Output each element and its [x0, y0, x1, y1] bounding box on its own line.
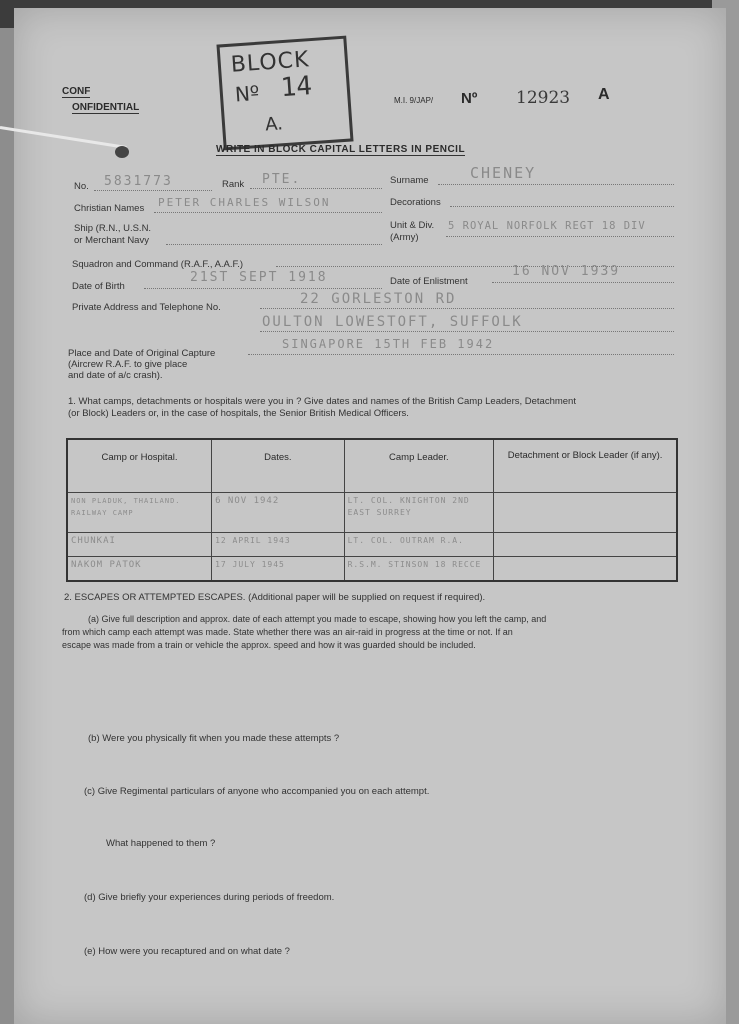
row3-camp: NAKOM PATOK: [71, 560, 142, 571]
row3-dates: 17 JULY 1945: [215, 560, 285, 570]
table-header-row: [67, 439, 677, 493]
stamp-block: BLOCK: [230, 47, 311, 78]
string-knot: [115, 146, 129, 158]
confidential-label: ONFIDENTIAL: [72, 102, 140, 113]
address-line1: 22 GORLESTON RD: [300, 291, 457, 307]
ship-label-1: Ship (R.N., U.S.N.: [74, 223, 152, 234]
table-row: [67, 533, 677, 557]
stamp-letter: A.: [264, 113, 284, 136]
decorations-label: Decorations: [390, 197, 441, 208]
dob-value: 21ST SEPT 1918: [190, 270, 328, 285]
camps-table: [66, 438, 678, 582]
row2-detachment: [494, 533, 676, 537]
enlistment-label: Date of Enlistment: [390, 276, 468, 287]
form-code: M.I. 9/JAP/: [394, 96, 434, 105]
address-line2: OULTON LOWESTOFT, SUFFOLK: [262, 314, 523, 330]
rank-label: Rank: [222, 179, 245, 190]
q2a-line2: from which camp each attempt was made. State whether there was an air-raid in progress at the time or not. If an: [62, 627, 513, 637]
header-camp: Camp or Hospital.: [67, 439, 212, 493]
stamp-number-label: Nº: [234, 80, 261, 107]
row2-camp: CHUNKAI: [71, 536, 116, 547]
rank-value: PTE.: [262, 172, 302, 187]
unit-label-2: (Army): [390, 232, 419, 243]
christian-names-value: PETER CHARLES WILSON: [158, 196, 331, 209]
q2c: (c) Give Regimental particulars of anyone who accompanied you on each attempt.: [84, 786, 430, 797]
block-stamp: [216, 36, 353, 151]
table-row: [67, 493, 677, 533]
capture-label-1: Place and Date of Original Capture: [68, 348, 216, 359]
surname-label: Surname: [390, 175, 429, 186]
row2-leader: LT. COL. OUTRAM R.A.: [347, 536, 464, 546]
q2a-line3: escape was made from a train or vehicle the approx. speed and how it was guarded should be included.: [62, 640, 476, 650]
q1-text-line2: (or Block) Leaders or, in the case of hospitals, the Senior British Medical Officers.: [68, 408, 409, 419]
capture-value: SINGAPORE 15TH FEB 1942: [282, 337, 495, 351]
row3-leader: R.S.M. STINSON 18 RECCE: [347, 560, 482, 570]
unit-value: 5 ROYAL NORFOLK REGT 18 DIV: [448, 220, 646, 232]
q2a-line1: (a) Give full description and approx. date of each attempt you made to escape, showing how you left the camp, and: [88, 614, 547, 624]
address-label: Private Address and Telephone No.: [72, 302, 221, 313]
conf-fragment: CONF: [62, 86, 91, 97]
christian-names-label: Christian Names: [74, 203, 145, 214]
enlistment-value: 16 NOV 1939: [512, 264, 621, 279]
capture-label-3: and date of a/c crash).: [68, 370, 163, 381]
q2b: (b) Were you physically fit when you made these attempts ?: [88, 733, 340, 744]
row1-camp: NON PLADUK, THAILAND. RAILWAY CAMP: [71, 497, 181, 517]
header-detachment: Detachment or Block Leader (if any).: [494, 439, 677, 493]
no-label: No.: [74, 181, 89, 192]
unit-label-1: Unit & Div.: [390, 220, 435, 231]
form-number: 12923: [516, 88, 571, 108]
row1-dates: 6 NOV 1942: [215, 496, 280, 506]
row1-detachment: [494, 493, 676, 497]
form-suffix: A: [598, 86, 610, 103]
row2-dates: 12 APRIL 1943: [215, 536, 291, 546]
dob-label: Date of Birth: [72, 281, 125, 292]
q2c-sub: What happened to them ?: [106, 838, 216, 849]
form-number-label: Nº: [461, 90, 478, 107]
ship-label-2: or Merchant Navy: [74, 235, 149, 246]
q1-text-line1: 1. What camps, detachments or hospitals were you in ? Give dates and names of the British Camp Leaders, Detachment: [68, 396, 576, 407]
header-dates: Dates.: [212, 439, 345, 493]
table-row: [67, 557, 677, 581]
capture-label-2: (Aircrew R.A.F. to give place: [68, 359, 188, 370]
surname-value: CHENEY: [470, 164, 537, 182]
stamp-number-hand: 14: [279, 71, 313, 104]
no-value: 5831773: [104, 174, 173, 189]
squadron-label: Squadron and Command (R.A.F., A.A.F.): [72, 259, 244, 270]
q2e: (e) How were you recaptured and on what date ?: [84, 946, 290, 957]
instruction-banner: WRITE IN BLOCK CAPITAL LETTERS IN PENCIL: [216, 144, 466, 155]
row3-detachment: [494, 557, 676, 561]
header-camp-leader: Camp Leader.: [344, 439, 494, 493]
q2d: (d) Give briefly your experiences during periods of freedom.: [84, 892, 335, 903]
row1-leader: LT. COL. KNIGHTON 2ND EAST SURREY: [347, 496, 470, 517]
q2-title: 2. ESCAPES OR ATTEMPTED ESCAPES. (Additional paper will be supplied on request if required).: [64, 592, 486, 603]
